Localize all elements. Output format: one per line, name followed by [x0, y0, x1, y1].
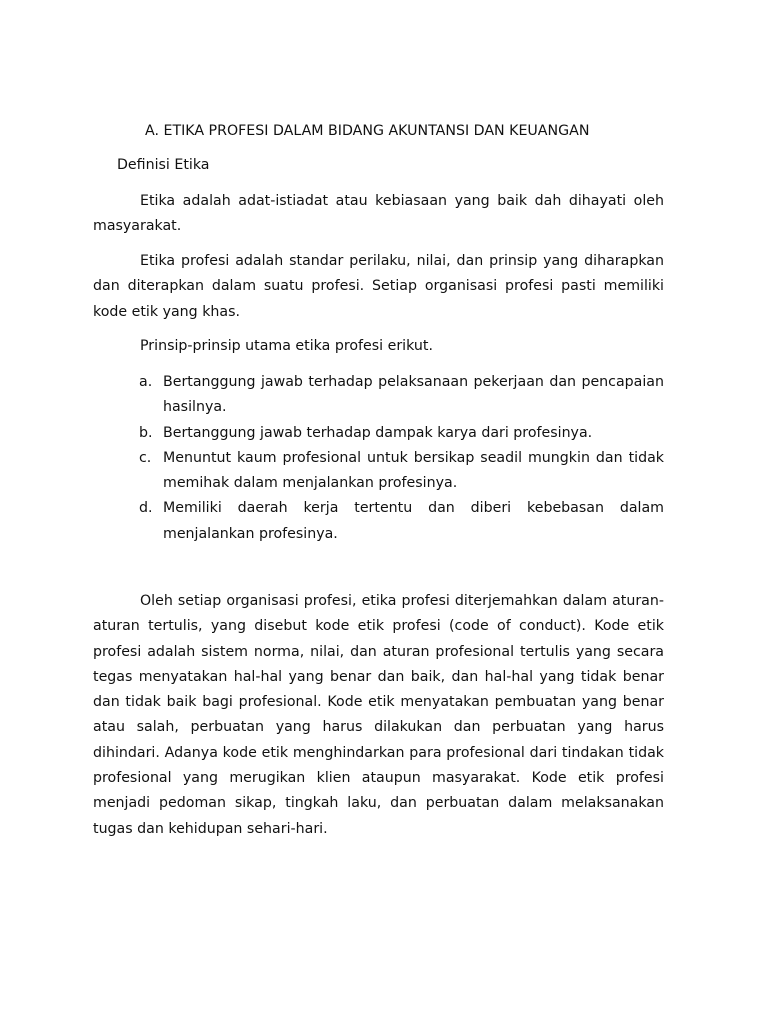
list-item-text: Bertanggung jawab terhadap dampak karya dari profesinya.	[163, 424, 593, 441]
page-title: A. ETIKA PROFESI DALAM BIDANG AKUNTANSI DAN KEUANGAN	[145, 123, 590, 139]
list-item	[139, 446, 664, 497]
list-item-text: Bertanggung jawab terhadap pelaksanaan pekerjaan dan pencapaian hasilnya.	[163, 374, 664, 416]
principles-list	[139, 370, 664, 547]
list-marker: d.	[139, 500, 153, 517]
section-subheading: Definisi Etika	[117, 157, 210, 173]
list-item	[139, 421, 664, 446]
list-item-text: Menuntut kaum profesional untuk bersikap seadil mungkin dan tidak memihak dalam menjalankan profesinya.	[163, 449, 664, 492]
list-item-text: Memiliki daerah kerja tertentu dan diberi kebebasan dalam menjalankan profesinya.	[163, 500, 664, 542]
list-intro: Prinsip-prinsip utama etika profesi erikut.	[140, 338, 433, 354]
list-marker: b.	[139, 424, 153, 441]
list-item	[139, 496, 664, 547]
paragraph-profession-ethics: Etika profesi adalah standar perilaku, nilai, dan prinsip yang diharapkan dan diterapkan dalam suatu profesi. Setiap organisasi profesi pasti memiliki kode etik yang khas.	[93, 253, 664, 320]
paragraph-definition: Etika adalah adat-istiadat atau kebiasaan yang baik dah dihayati oleh masyarakat.	[93, 193, 664, 235]
list-item	[139, 370, 664, 421]
list-marker: a.	[139, 374, 153, 390]
list-marker: c.	[139, 449, 152, 466]
paragraph-code-of-conduct: Oleh setiap organisasi profesi, etika profesi diterjemahkan dalam aturan-aturan tertulis, yang disebut kode etik profesi (code of conduct). Kode etik profesi adalah sistem norma, nilai, dan aturan profesional tertulis yang secara tegas menyatakan hal-hal yang benar dan baik, dan hal-hal yang tidak benar dan tidak baik bagi profesional. Kode etik menyatakan pembuatan yang benar atau salah, perbuatan yang harus dilakukan dan perbuatan yang harus dihindari. Adanya kode etik menghindarkan para profesional dari tindakan tidak profesional yang merugikan klien ataupun masyarakat. Kode etik profesi menjadi pedoman sikap, tingkah laku, dan perbuatan dalam melaksanakan tugas dan kehidupan sehari-hari.	[93, 593, 664, 837]
